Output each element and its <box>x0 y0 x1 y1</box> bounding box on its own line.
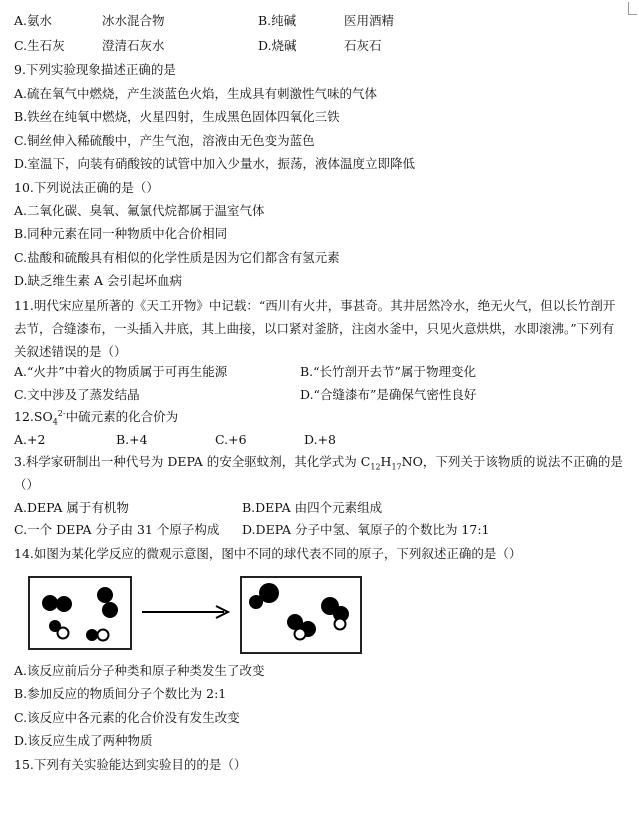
q9-option-b: B.铁丝在纯氧中燃烧，火星四射，生成黑色固体四氧化三铁 <box>14 109 340 124</box>
q14-stem: 14.如图为某化学反应的微观示意图，图中不同的球代表不同的原子，下列叙述正确的是（） <box>14 546 522 561</box>
q13-stem <box>14 454 623 470</box>
molecule-black-white-1 <box>49 620 69 639</box>
products-box <box>240 576 362 654</box>
reactant-molecules <box>30 578 130 648</box>
q12-option-c: C.+6 <box>215 432 247 447</box>
q15-stem: 15.下列有关实验能达到实验目的的是（） <box>14 757 247 772</box>
q10-option-d: D.缺乏维生素 A 会引起坏血病 <box>14 273 183 288</box>
q8-option-c-label: C.生石灰 <box>14 38 65 53</box>
q8-option-c-text: 澄清石灰水 <box>102 38 165 53</box>
q11-option-c: C.文中涉及了蒸发结晶 <box>14 387 140 402</box>
q13-option-a: A.DEPA 属于有机物 <box>14 500 129 515</box>
q8-option-a-label: A.氨水 <box>14 13 53 28</box>
q9-option-a: A.硫在氧气中燃烧，产生淡蓝色火焰，生成具有刺激性气味的气体 <box>14 86 378 101</box>
q13-stem-paren: （） <box>14 477 40 492</box>
q9-option-c: C.铜丝伸入稀硫酸中，产生气泡，溶液由无色变为蓝色 <box>14 133 315 148</box>
q12-stem-superscript: 2- <box>57 408 66 418</box>
molecule-black-black-3 <box>249 583 279 609</box>
q13-option-c: C.一个 DEPA 分子由 31 个原子构成 <box>14 522 220 537</box>
q13-subscript-c: 12 <box>370 462 381 472</box>
q14-option-d: D.该反应生成了两种物质 <box>14 733 153 748</box>
q12-stem-formula: 12.SO <box>14 409 53 424</box>
q13-subscript-h: 17 <box>391 462 402 472</box>
q10-option-c: C.盐酸和硫酸具有相似的化学性质是因为它们都含有氢元素 <box>14 250 340 265</box>
molecule-black-black-1 <box>42 595 72 612</box>
q8-option-b-text: 医用酒精 <box>344 13 395 28</box>
page-corner-mark <box>628 2 637 15</box>
q8-option-d-text: 石灰石 <box>344 38 382 53</box>
molecule-black-white-2 <box>86 629 109 641</box>
q14-option-a: A.该反应前后分子种类和原子种类发生了改变 <box>14 663 265 678</box>
q10-option-b: B.同种元素在同一种物质中化合价相同 <box>14 226 228 241</box>
q14-option-b: B.参加反应的物质间分子个数比为 2:1 <box>14 686 227 701</box>
q8-option-d-label: D.烧碱 <box>258 38 297 53</box>
q13-formula-h: H <box>380 454 392 469</box>
q12-option-b: B.+4 <box>116 432 148 447</box>
molecule-black-black-white-1 <box>287 614 316 640</box>
q11-option-a: A.“火井”中着火的物质属于可再生能源 <box>14 364 228 379</box>
q10-option-a: A.二氧化碳、臭氧、氟氯代烷都属于温室气体 <box>14 203 265 218</box>
q13-stem-text: 3.科学家研制出一种代号为 DEPA 的安全驱蚊剂，其化学式为 C <box>14 454 371 469</box>
q12-option-d: D.+8 <box>304 432 336 447</box>
molecule-black-black-2 <box>97 587 118 618</box>
q11-stem: 11.明代宋应星所著的《天工开物》中记载：“西川有火井，事甚奇。其井居然冷水，绝无火气，但以长竹剖开去节，合缝漆布，一头插入井底，其上曲接，以口紧对釜脐，注卤水釜中，只见火意烘烘，水即滚沸。”下列有关叙述错误的是（） <box>14 298 616 359</box>
q8-option-b-label: B.纯碱 <box>258 13 297 28</box>
q12-option-a: A.+2 <box>14 432 46 447</box>
q12-stem <box>14 409 178 425</box>
q13-stem-tail: NO，下列关于该物质的说法不正确的是 <box>401 454 623 469</box>
q13-option-d: D.DEPA 分子中氢、氧原子的个数比为 17:1 <box>242 522 490 537</box>
q9-option-d: D.室温下，向装有硝酸铵的试管中加入少量水，振荡，液体温度立即降低 <box>14 156 416 171</box>
q12-stem-text: 中硫元素的化合价为 <box>65 409 179 424</box>
q14-option-c: C.该反应中各元素的化合价没有发生改变 <box>14 710 240 725</box>
q13-option-b: B.DEPA 由四个元素组成 <box>242 500 383 515</box>
q11-option-b: B.“长竹剖开去节”属于物理变化 <box>300 364 476 379</box>
q11-option-d: D.“合缝漆布”是确保气密性良好 <box>300 387 477 402</box>
reaction-arrow-icon <box>140 605 232 619</box>
q9-stem: 9.下列实验现象描述正确的是 <box>14 62 176 77</box>
q12-stem-subscript: 4 <box>52 417 58 427</box>
reactants-box <box>28 576 132 650</box>
product-molecules <box>242 578 360 652</box>
q8-option-a-text: 冰水混合物 <box>102 13 165 28</box>
molecule-black-black-white-2 <box>321 597 349 630</box>
q10-stem: 10.下列说法正确的是（） <box>14 180 159 195</box>
